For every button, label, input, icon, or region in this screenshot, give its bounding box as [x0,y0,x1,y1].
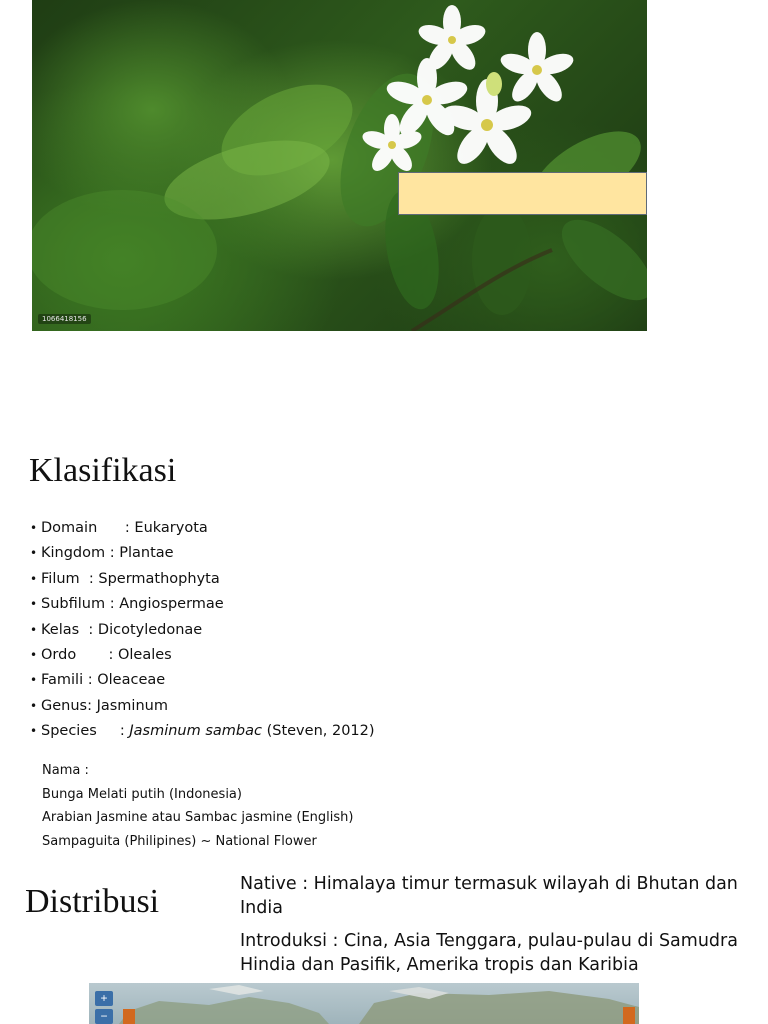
list-item: • Kelas : Dicotyledonae [30,619,375,644]
list-item: • Kingdom : Plantae [30,542,375,567]
section-title-distribusi: Distribusi [25,883,160,920]
map-zoom-out-button[interactable]: − [95,1009,113,1024]
list-item: • Ordo : Oleales [30,644,375,669]
jasmine-flower-icon [32,0,647,331]
distribution-map[interactable] [89,983,639,1024]
list-item: Arabian Jasmine atau Sambac jasmine (English) [42,810,354,826]
list-item: • Domain : Eukaryota [30,517,375,542]
names-heading: Nama : [42,763,89,778]
native-range-text: Native : Himalaya timur termasuk wilayah di Bhutan dan India [240,874,738,918]
world-map-icon [89,983,639,1024]
list-item: • Filum : Spermathophyta [30,568,375,593]
introduced-range-text: Introduksi : Cina, Asia Tenggara, pulau-pulau di Samudra Hindia dan Pasifik, Amerika tropis dan Karibia [240,931,738,975]
photo-id-label: 1066418156 [38,314,91,324]
map-zoom-in-button[interactable]: + [95,991,113,1006]
list-item: • Genus: Jasminum [30,695,375,720]
common-names [42,761,354,855]
section-title-klasifikasi: Klasifikasi [29,452,177,489]
jasmine-photo [32,0,647,331]
list-item: • Famili : Oleaceae [30,669,375,694]
list-item: • Species : Jasminum sambac (Steven, 2012) [30,720,375,745]
list-item: Bunga Melati putih (Indonesia) [42,786,242,802]
classification-list [30,517,375,746]
list-item: Sampaguita (Philipines) ~ National Flower [42,833,317,849]
highlight-box [398,172,647,215]
list-item: • Subfilum : Angiospermae [30,593,375,618]
